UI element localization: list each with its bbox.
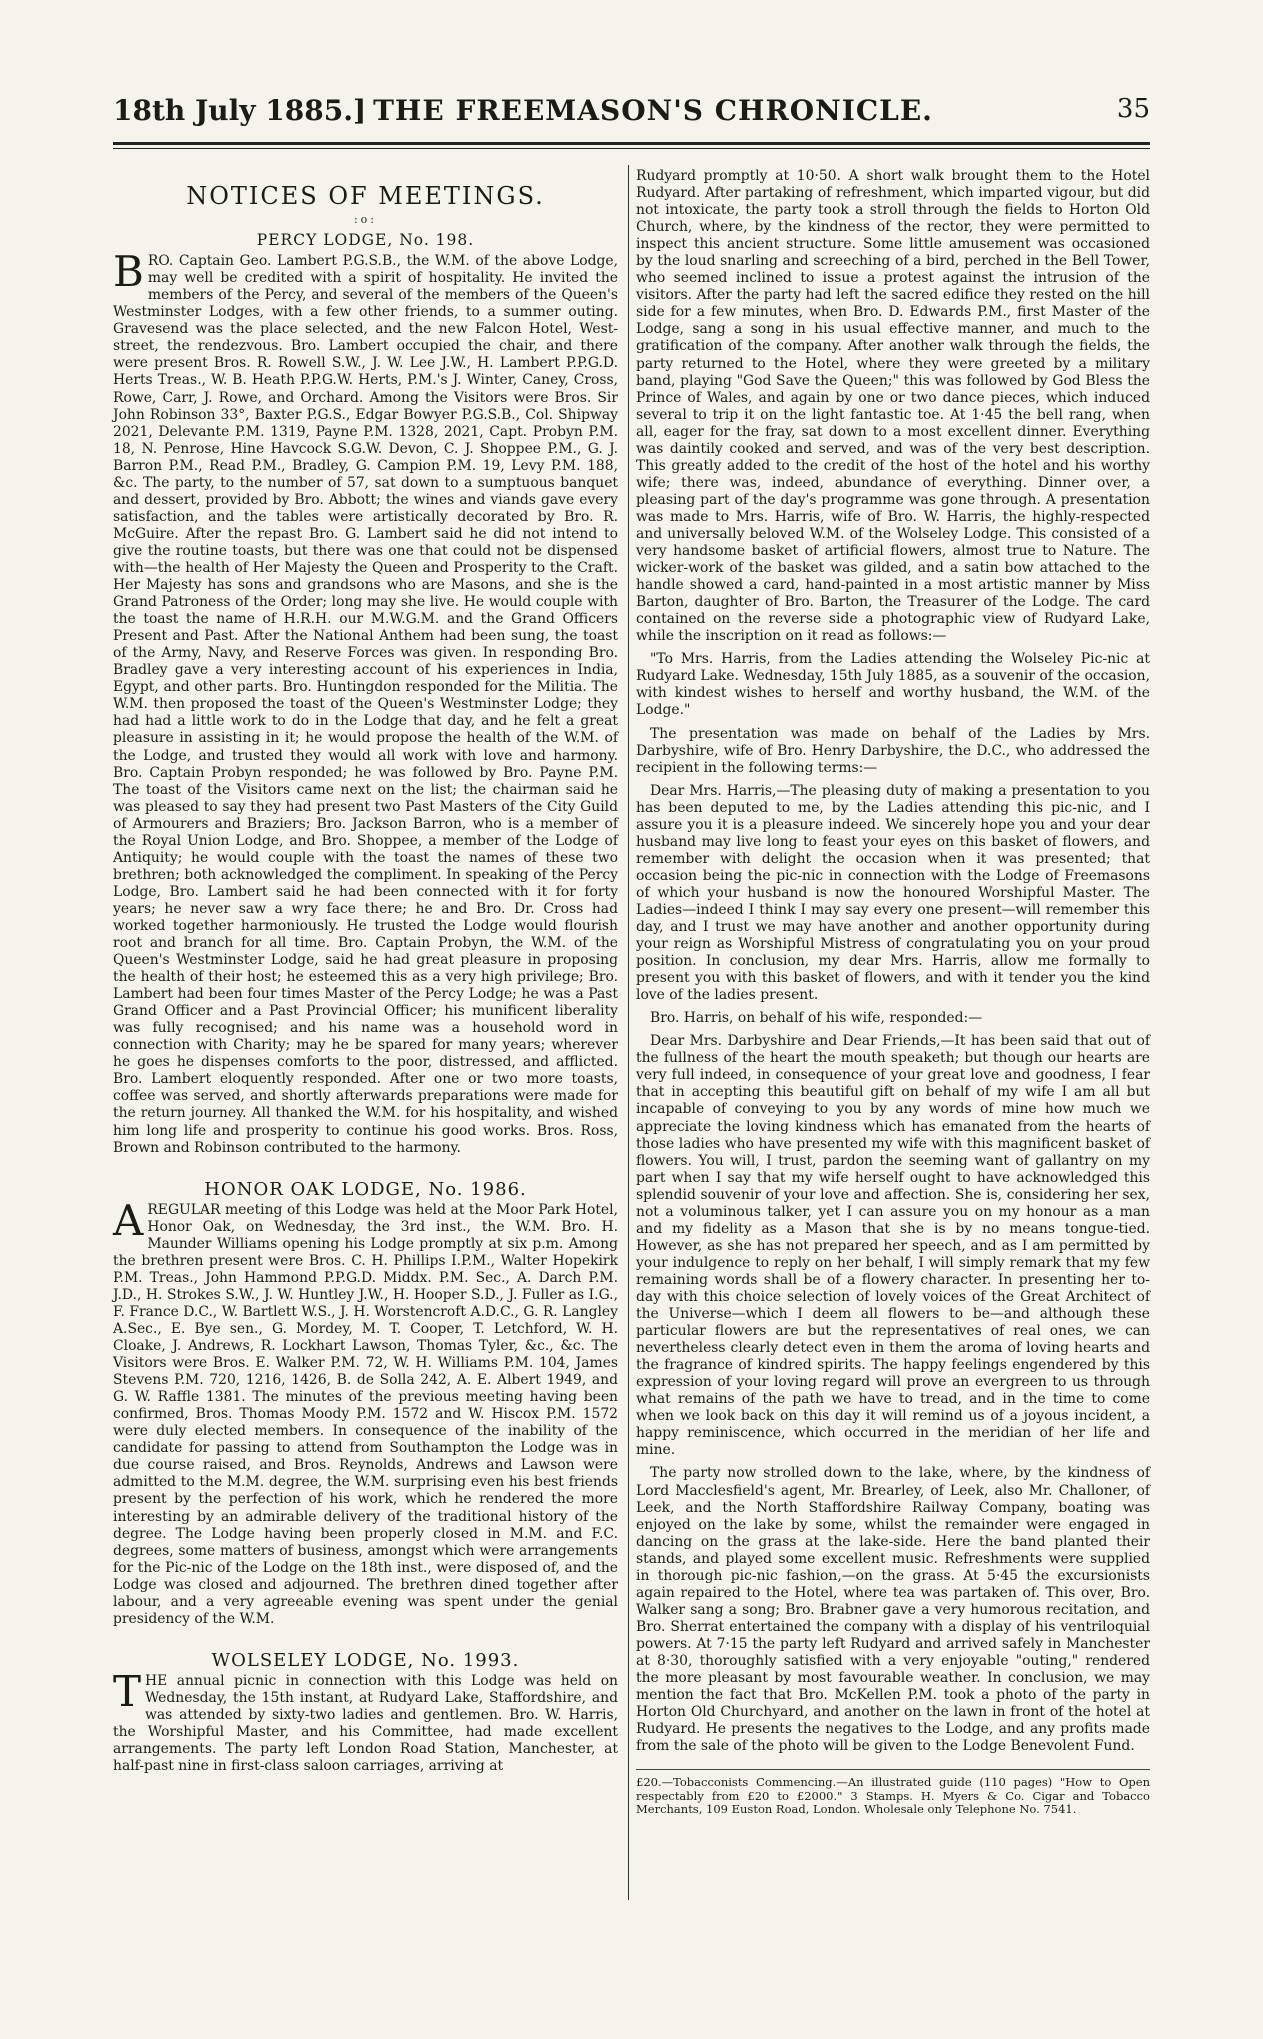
percy-lodge-title: PERCY LODGE, No. 198.: [256, 231, 475, 250]
header-rule: [113, 142, 1150, 145]
presentation-speech: Dear Mrs. Harris,—The pleasing duty of making a presentation to you has been deputed to me, by the Ladies attending this pic-nic, and I assure you it is a pleasure indeed. We sincerely hope you and your dear husband may live long to feast your eyes on this basket of flowers, and remember with delight the occasion when it was presented; that occasion being the pic-nic in connection with the Lodge of Freemasons of which your husband is now the honoured Worshipful Master. The Ladies—indeed I think I may say every one present—will remember this day, and I trust we may have another and another opportunity during your reign as Worshipful Mistress of congratulating you on your proud position. In conclusion, my dear Mrs. Harris, allow me formally to present you with this basket of flowers, and with it tender you the kind love of the ladies present.: [636, 782, 1150, 1004]
heading-separator: :o:: [353, 213, 378, 227]
article-paragraph: The party now strolled down to the lake, where, by the kindness of Lord Macclesfield's agent, Mr. Brearley, of Leek, also Mr. Challoner, of Leek, and the North Staffordshire Railway Company, boating was enjoyed on the lake by some, whilst the remainder were engaged in dancing on the grass at the lake-side. Here the band planted their stands, and played some excellent music. Refreshments were supplied in thorough pic-nic fashion,—on the grass. At 5·45 the excursionists again repaired to the Hotel, where tea was partaken of. This over, Bro. Walker sang a song; Bro. Brabner gave a very humorous recitation, and Bro. Sherrat entertained the company with a display of his ventriloquial powers. At 7·15 the party left Rudyard and arrived safely in Manchester at 8·30, thoroughly satisfied with a very enjoyable "outing," rendered the more pleasant by most favourable weather. In conclusion, we may mention the fact that Bro. McKellen P.M. took a photo of the party in Horton Old Churchyard, and another on the lawn in front of the hotel at Rudyard. He presents the negatives to the Lodge, and any profits made from the sale of the photo will be given to the Lodge Benevolent Fund.: [636, 1465, 1150, 1755]
honor-oak-lodge-text: REGULAR meeting of this Lodge was held at the Moor Park Hotel, Honor Oak, on Wednesday, the 3rd inst., the W.M. Bro. H. Maunder Williams opening his Lodge promptly at six p.m. Among the brethren present were Bros. C. H. Phillips I.P.M., Walter Hopekirk P.M. Treas., John Hammond P.P.G.D. Middx. P.M. Sec., A. Darch P.M. J.D., H. Strokes S.W., J. W. Huntley J.W., H. Hooper S.D., J. Fuller as I.G., F. France D.C., W. Bartlett W.S., J. H. Worstencroft A.D.C., G. R. Langley A.Sec., E. Bye sen., G. Mordey, M. T. Cooper, T. Letchford, W. H. Cloake, J. Andrews, R. Lockhart Lawson, Thomas Tyler, &c., &c. The Visitors were Bros. E. Walker P.M. 72, W. H. Williams P.M. 104, James Stevens P.M. 720, 1216, 1426, B. de Solla 242, A. E. Albert 1949, and G. W. Raffle 1381. The minutes of the previous meeting having been confirmed, Bros. Thomas Moody P.M. 1572 and W. Hiscox P.M. 1572 were duly elected members. In consequence of the inability of the candidate for passing to attend from Southampton the Lodge was in due course raised, and Bros. Reynolds, Andrews and Lawson were admitted to the M.M. degree, the W.M. surprising even his best friends present by the perfection of his work, which he rendered the more interesting by an admirable delivery of the traditional history of the degree. The Lodge having been properly closed in M.M. and F.C. degrees, some matters of business, amongst which were arrangements for the Pic-nic of the Lodge on the 18th inst., were disposed of, and the Lodge was closed and adjourned. The brethren dined together after labour, and a very agreeable evening was spent under the genial presidency of the W.M.: [113, 1201, 618, 1627]
header-rule-thin: [113, 148, 1150, 149]
article-paragraph: Bro. Harris, on behalf of his wife, responded:—: [650, 1010, 983, 1027]
article-paragraph: Rudyard promptly at 10·50. A short walk brought them to the Hotel Rudyard. After partaking of refreshment, which imparted vigour, but did not intoxicate, the party took a stroll through the fields to Horton Old Church, where, by the kindness of the rector, they were permitted to inspect this ancient structure. Some little amusement was occasioned by the loud snarling and screeching of a bird, perched in the Bell Tower, who seemed inclined to issue a protest against the intrusion of the visitors. After the party had left the sacred edifice they rested on the hill side for a few minutes, when Bro. D. Edwards P.M., first Master of the Lodge, sang a song in his usual effective manner, and much to the gratification of the company. After another walk through the fields, the party returned to the Hotel, where they were greeted by a military band, playing "God Save the Queen;" this was followed by God Bless the Prince of Wales, and again by one or two dance pieces, which induced several to trip it on the light fantastic toe. At 1·45 the bell rang, when all, eager for the fray, sat down to a most excellent dinner. Everything was daintily cooked and served, and was of the very best description. This greatly added to the credit of the host of the hotel and his worthy wife; there was, indeed, abundance of everything. Dinner over, a pleasing part of the day's programme was gone through. A presentation was made to Mrs. Harris, wife of Bro. W. Harris, the highly-respected and universally beloved W.M. of the Wolseley Lodge. This consisted of a very handsome basket of artificial flowers, almost true to Nature. The wicker-work of the basket was gilded, and a satin bow attached to the handle showed a card, hand-painted in a most artistic manner by Miss Barton, daughter of Bro. Barton, the Treasurer of the Lodge. The card contained on the reverse side a photographic view of Rudyard Lake, while the inscription on it read as follows:—: [636, 168, 1150, 645]
percy-lodge-report: [113, 247, 618, 1156]
reply-speech: Dear Mrs. Darbyshire and Dear Friends,—It has been said that out of the fullness of the heart the mouth speaketh; but though our hearts are very full indeed, in consequence of your great love and goodness, I fear that in accepting this beautiful gift on behalf of my wife I am all but incapable of conveying to you by any words of mine how much we appreciate the loving kindness which has emanated from the hearts of those ladies who have presented my wife with this magnificent basket of flowers. You will, I trust, pardon the seeming want of gallantry on my part when I say that my wife herself ought to have acknowledged this splendid souvenir of your love and affection. She is, considering her sex, not a voluminous talker, yet I can assure you on my honour as a man and my fidelity as a Mason that she is by no means tongue-tied. However, as she has not prepared her speech, and as I am permitted by your indulgence to reply on her behalf, I will simply remark that my few remaining words shall be of a flowery character. In presenting her to-day with this choice selection of lovely voices of the Great Architect of the Universe—which I deem all flowers to be—and although these particular flowers are but the representatives of real ones, we can nevertheless clearly detect even in them the aroma of loving hearts and the fragrance of kindred spirits. The happy feelings engendered by this expression of your loving regard will prove an evergreen to us through what remains of the path we have to tread, and in the time to come when we look back on this day it will remind us of a joyous incident, a happy reminiscence, which occurred in the meridian of her life and mine.: [636, 1033, 1150, 1459]
section-heading: NOTICES OF MEETINGS.: [186, 182, 545, 210]
publication-title: THE FREEMASON'S CHRONICLE.: [373, 94, 933, 127]
wolseley-lodge-title: WOLSELEY LODGE, No. 1993.: [211, 1649, 520, 1671]
wolseley-lodge-report: [113, 1666, 618, 1775]
inscription-quote: "To Mrs. Harris, from the Ladies attending the Wolseley Pic-nic at Rudyard Lake. Wednesday, 15th July 1885, as a souvenir of the occasion, with kindest wishes to herself and worthy husband, the W.M. of the Lodge.": [636, 651, 1150, 719]
page-number: 35: [1116, 94, 1150, 124]
right-column: [636, 168, 1150, 1817]
drop-cap: A: [113, 1195, 144, 1245]
column-divider: [628, 165, 629, 1900]
percy-lodge-text: RO. Captain Geo. Lambert P.G.S.B., the W.M. of the above Lodge, may well be credited with a spirit of hospitality. He invited the members of the Percy, and several of the members of the Queen's Westminster Lodges, with a few other friends, to a summer outing. Gravesend was the place selected, and the new Falcon Hotel, West-street, the rendezvous. Bro. Lambert occupied the chair, and there were present Bros. R. Rowell S.W., J. W. Lee J.W., H. Lambert P.P.G.D. Herts Treas., W. B. Heath P.P.G.W. Herts, P.M.'s J. Winter, Caney, Cross, Rowe, Carr, J. Rowe, and Orchard. Among the Visitors were Bros. Sir John Robinson 33°, Baxter P.G.S., Edgar Bowyer P.G.S.B., Col. Shipway 2021, Delevante P.M. 1319, Payne P.M. 1328, 2021, Capt. Probyn P.M. 18, N. Penrose, Hine Havcock S.G.W. Devon, C. J. Shoppee P.M., G. J. Barron P.M., Read P.M., Bradley, G. Campion P.M. 19, Levy P.M. 188, &c. The party, to the number of 57, sat down to a sumptuous banquet and dessert, provided by Bro. Abbott; the wines and viands gave every satisfaction, and the tables were artistically decorated by Bro. R. McGuire. After the repast Bro. G. Lambert said he did not intend to give the routine toasts, but there was one that could not be dispensed with—the health of Her Majesty the Queen and Prosperity to the Craft. Her Majesty has sons and grandsons who are Masons, and she is the Grand Patroness of the Order; long may she live. He would couple with the toast the name of H.R.H. our M.W.G.M. and the Grand Officers Present and Past. After the National Anthem had been sung, the toast of the Army, Navy, and Reserve Forces was given. In responding Bro. Bradley gave a very interesting account of his experiences in India, Egypt, and other parts. Bro. Huntingdon responded for the Militia. The W.M. then proposed the toast of the Queen's Westminster Lodge; they had had a little work to do in the Lodge that day, and he felt a great pleasure in assisting in it; he would propose the health of the W.M. of the Lodge, and trusted they would all work with love and harmony. Bro. Captain Probyn responded; he was followed by Bro. Payne P.M. The toast of the Visitors came next on the list; the chairman said he was pleased to say they had present two Past Masters of the City Guild of Armourers and Braziers; Bro. Jackson Barron, who is a member of the Royal Union Lodge, and Bro. Shoppee, a member of the Lodge of Antiquity; he would couple with the toast the names of these two brethren; both acknowledged the compliment. In speaking of the Percy Lodge, Bro. Lambert said he had been connected with it for forty years; he never saw a wry face there; he and Bro. Dr. Cross had worked together harmoniously. He trusted the Lodge would flourish root and branch for all time. Bro. Captain Probyn, the W.M. of the Queen's Westminster Lodge, said he had great pleasure in proposing the health of their host; he esteemed this as a very high privilege; Bro. Lambert had been four times Master of the Percy Lodge; he was a Past Grand Officer and a Past Provincial Officer; his munificent liberality was fully recognised; and his name was a household word in connection with Charity; may he be spared for many years; wherever he goes he dispenses comforts to the poor, distressed, and afflicted. Bro. Lambert eloquently responded. After one or two more toasts, coffee was served, and shortly afterwards preparations were made for the return journey. All thanked the W.M. for his hospitality, and wished him long life and prosperity to continue his good works. Bros. Ross, Brown and Robinson contributed to the harmony.: [113, 253, 618, 1156]
article-paragraph: The presentation was made on behalf of the Ladies by Mrs. Darbyshire, wife of Bro. Henry Darbyshire, the D.C., who addressed the recipient in the following terms:—: [636, 725, 1150, 776]
honor-oak-lodge-title: HONOR OAK LODGE, No. 1986.: [204, 1178, 527, 1200]
left-column: [113, 168, 618, 1781]
advertisement: £20.—Tobacconists Commencing.—An illustrated guide (110 pages) "How to Open respectably from £20 to £2000." 3 Stamps. H. Myers & Co. Cigar and Tobacco Merchants, 109 Euston Road, London. Wholesale only Telephone No. 7541.: [636, 1769, 1150, 1817]
honor-oak-lodge-report: [113, 1195, 618, 1628]
issue-date: 18th July 1885.]: [113, 94, 367, 127]
masthead: [113, 86, 1150, 136]
wolseley-lodge-text: HE annual picnic in connection with this Lodge was held on Wednesday, the 15th instant, at Rudyard Lake, Staffordshire, and was attended by sixty-two ladies and gentlemen. Bro. W. Harris, the Worshipful Master, and his Committee, had made excellent arrangements. The party left London Road Station, Manchester, at half-past nine in first-class saloon carriages, arriving at: [113, 1672, 618, 1775]
drop-cap: B: [113, 247, 144, 297]
drop-cap: T: [113, 1666, 142, 1716]
